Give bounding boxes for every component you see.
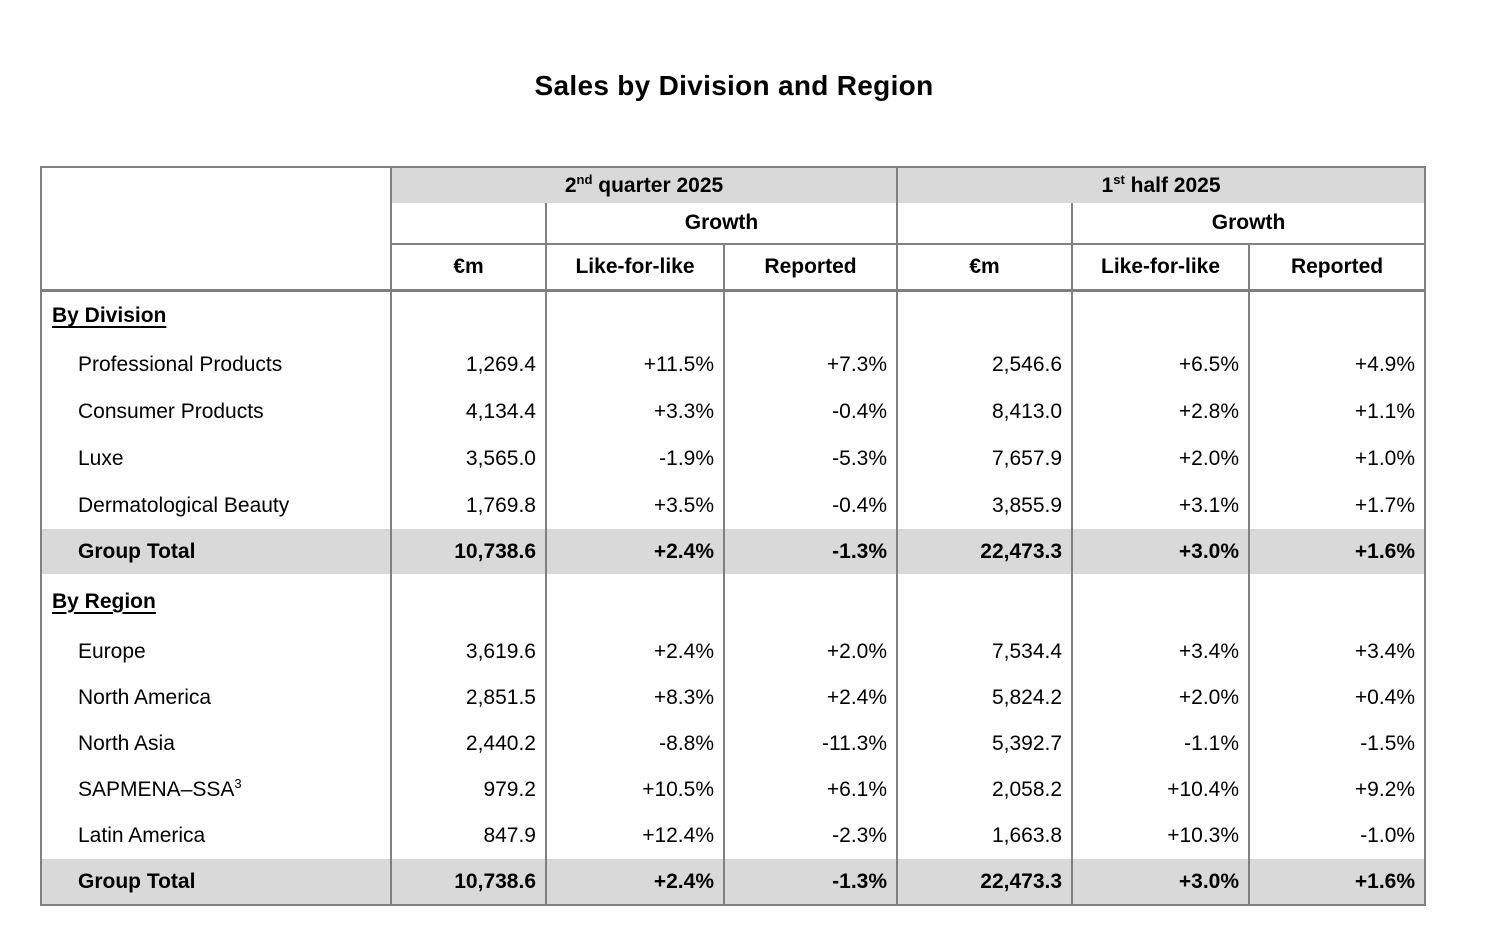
- cell-q2-lfl: +2.4%: [546, 629, 724, 675]
- cell-q2-eur: 1,769.8: [391, 482, 546, 529]
- cell-h1-eur: 2,058.2: [897, 767, 1072, 813]
- header-q2-2025: [391, 167, 897, 203]
- row-label: North Asia: [41, 721, 391, 767]
- header-corner-cell: [41, 167, 391, 290]
- cell-q2-lfl: +2.4%: [546, 859, 724, 905]
- cell-h1-eur: 7,657.9: [897, 435, 1072, 482]
- row-label: Consumer Products: [41, 388, 391, 435]
- cell-h1-reported: -1.5%: [1360, 732, 1416, 755]
- row-label: Group Total: [41, 859, 391, 905]
- h1-number: 1: [1101, 173, 1114, 197]
- row-label: Luxe: [41, 435, 391, 482]
- q2-ordinal-suffix: nd: [576, 171, 593, 187]
- cell-q2-reported: -2.3%: [724, 813, 897, 859]
- cell-q2-lfl: +12.4%: [546, 813, 724, 859]
- section-heading-by-division: By Division: [41, 290, 391, 341]
- cell-h1-reported: -1.0%: [1360, 824, 1416, 847]
- cell-q2-reported: -0.4%: [724, 388, 897, 435]
- cell-h1-lfl: +2.8%: [1072, 388, 1249, 435]
- cell-q2-reported: -0.4%: [724, 482, 897, 529]
- cell-q2-eur: 979.2: [391, 767, 546, 813]
- row-label: Professional Products: [41, 341, 391, 388]
- table-row-latin-america: [41, 813, 1425, 859]
- page-content: [40, 70, 1428, 906]
- table-row-north-asia: [41, 721, 1425, 767]
- header-h1-like-for-like: Like-for-like: [1072, 244, 1249, 290]
- table-row-group-total-region: [41, 859, 1425, 905]
- cell-q2-reported: +2.4%: [724, 675, 897, 721]
- cell-q2-reported: -5.3%: [724, 435, 897, 482]
- q2-label-rest: quarter 2025: [592, 173, 724, 197]
- cell-q2-lfl: +11.5%: [546, 341, 724, 388]
- cell-h1-reported: +4.9%: [1354, 352, 1416, 376]
- cell-h1-eur: 22,473.3: [897, 529, 1072, 574]
- blank-cell: [391, 203, 546, 244]
- cell-h1-eur: 1,663.8: [897, 813, 1072, 859]
- cell-q2-eur: 2,440.2: [391, 721, 546, 767]
- cell-q2-lfl: +3.3%: [546, 388, 724, 435]
- header-h1-reported: Reported: [1249, 244, 1425, 290]
- cell-h1-eur: 5,824.2: [897, 675, 1072, 721]
- cell-h1-eur: 2,546.6: [897, 341, 1072, 388]
- cell-h1-lfl: +3.1%: [1072, 482, 1249, 529]
- cell-h1-lfl: +3.0%: [1072, 529, 1249, 574]
- header-q2-like-for-like: Like-for-like: [546, 244, 724, 290]
- cell-h1-lfl: +10.4%: [1072, 767, 1249, 813]
- table-row-europe: [41, 629, 1425, 675]
- cell-q2-lfl: +3.5%: [546, 482, 724, 529]
- header-h1-eur-m: €m: [897, 244, 1072, 290]
- cell-q2-lfl: +8.3%: [546, 675, 724, 721]
- cell-h1-lfl: +3.4%: [1072, 629, 1249, 675]
- table-row-north-america: [41, 675, 1425, 721]
- table-row-luxe: [41, 435, 1425, 482]
- cell-h1-lfl: +10.3%: [1072, 813, 1249, 859]
- sapmena-label: SAPMENA–SSA: [78, 778, 235, 801]
- cell-q2-eur: 10,738.6: [391, 859, 546, 905]
- cell-h1-reported: +9.2%: [1354, 778, 1416, 801]
- section-heading-by-region: By Region: [41, 574, 391, 629]
- h1-label-rest: half 2025: [1124, 173, 1221, 197]
- sales-by-division-region-table: [40, 166, 1426, 906]
- row-label: Latin America: [41, 813, 391, 859]
- cell-h1-eur: 22,473.3: [897, 859, 1072, 905]
- blank-cell: [897, 203, 1072, 244]
- h1-ordinal-suffix: st: [1113, 171, 1125, 187]
- cell-h1-reported: +1.7%: [1354, 493, 1416, 517]
- cell-q2-eur: 3,565.0: [391, 435, 546, 482]
- cell-q2-eur: 847.9: [391, 813, 546, 859]
- header-q2-reported: Reported: [724, 244, 897, 290]
- cell-q2-reported: +6.1%: [724, 767, 897, 813]
- cell-q2-eur: 10,738.6: [391, 529, 546, 574]
- cell-h1-reported: +3.4%: [1354, 640, 1416, 663]
- header-growth-h1: Growth: [1072, 203, 1425, 244]
- page-title: Sales by Division and Region: [534, 70, 934, 101]
- table-row-group-total-division: [41, 529, 1425, 574]
- row-label: Europe: [41, 629, 391, 675]
- cell-q2-eur: 4,134.4: [391, 388, 546, 435]
- cell-h1-lfl: +2.0%: [1072, 675, 1249, 721]
- section-heading-row-region: [41, 574, 1425, 629]
- header-q2-eur-m: €m: [391, 244, 546, 290]
- row-label: Dermatological Beauty: [41, 482, 391, 529]
- cell-h1-reported: +1.0%: [1354, 446, 1416, 470]
- cell-q2-eur: 2,851.5: [391, 675, 546, 721]
- row-label: [41, 767, 391, 813]
- cell-h1-lfl: +3.0%: [1072, 859, 1249, 905]
- table-row-sapmena-ssa: [41, 767, 1425, 813]
- header-row-periods: [41, 167, 1425, 203]
- cell-q2-eur: 1,269.4: [391, 341, 546, 388]
- q2-number: 2: [564, 173, 577, 197]
- cell-h1-reported: +1.6%: [1354, 539, 1416, 563]
- cell-q2-reported: +7.3%: [724, 341, 897, 388]
- cell-h1-lfl: +2.0%: [1072, 435, 1249, 482]
- table-row-consumer-products: [41, 388, 1425, 435]
- row-label: Group Total: [41, 529, 391, 574]
- section-heading-row-division: [41, 290, 1425, 341]
- header-growth-q2: Growth: [546, 203, 897, 244]
- footnote-marker: 3: [234, 776, 242, 791]
- cell-h1-eur: 5,392.7: [897, 721, 1072, 767]
- cell-h1-reported: +1.6%: [1354, 869, 1416, 893]
- header-h1-2025: [897, 167, 1425, 203]
- cell-h1-lfl: +6.5%: [1072, 341, 1249, 388]
- cell-q2-lfl: -1.9%: [546, 435, 724, 482]
- cell-q2-reported: -1.3%: [724, 529, 897, 574]
- cell-q2-eur: 3,619.6: [391, 629, 546, 675]
- cell-h1-eur: 8,413.0: [897, 388, 1072, 435]
- cell-q2-reported: -11.3%: [724, 721, 897, 767]
- table-row-dermatological-beauty: [41, 482, 1425, 529]
- cell-q2-lfl: +10.5%: [546, 767, 724, 813]
- cell-h1-reported: +1.1%: [1354, 399, 1416, 423]
- cell-q2-reported: -1.3%: [724, 859, 897, 905]
- cell-h1-eur: 3,855.9: [897, 482, 1072, 529]
- row-label: North America: [41, 675, 391, 721]
- cell-h1-reported: +0.4%: [1354, 686, 1416, 709]
- cell-q2-lfl: -8.8%: [546, 721, 724, 767]
- cell-q2-reported: +2.0%: [724, 629, 897, 675]
- cell-h1-lfl: -1.1%: [1072, 721, 1249, 767]
- cell-q2-lfl: +2.4%: [546, 529, 724, 574]
- cell-h1-eur: 7,534.4: [897, 629, 1072, 675]
- table-row-professional-products: [41, 341, 1425, 388]
